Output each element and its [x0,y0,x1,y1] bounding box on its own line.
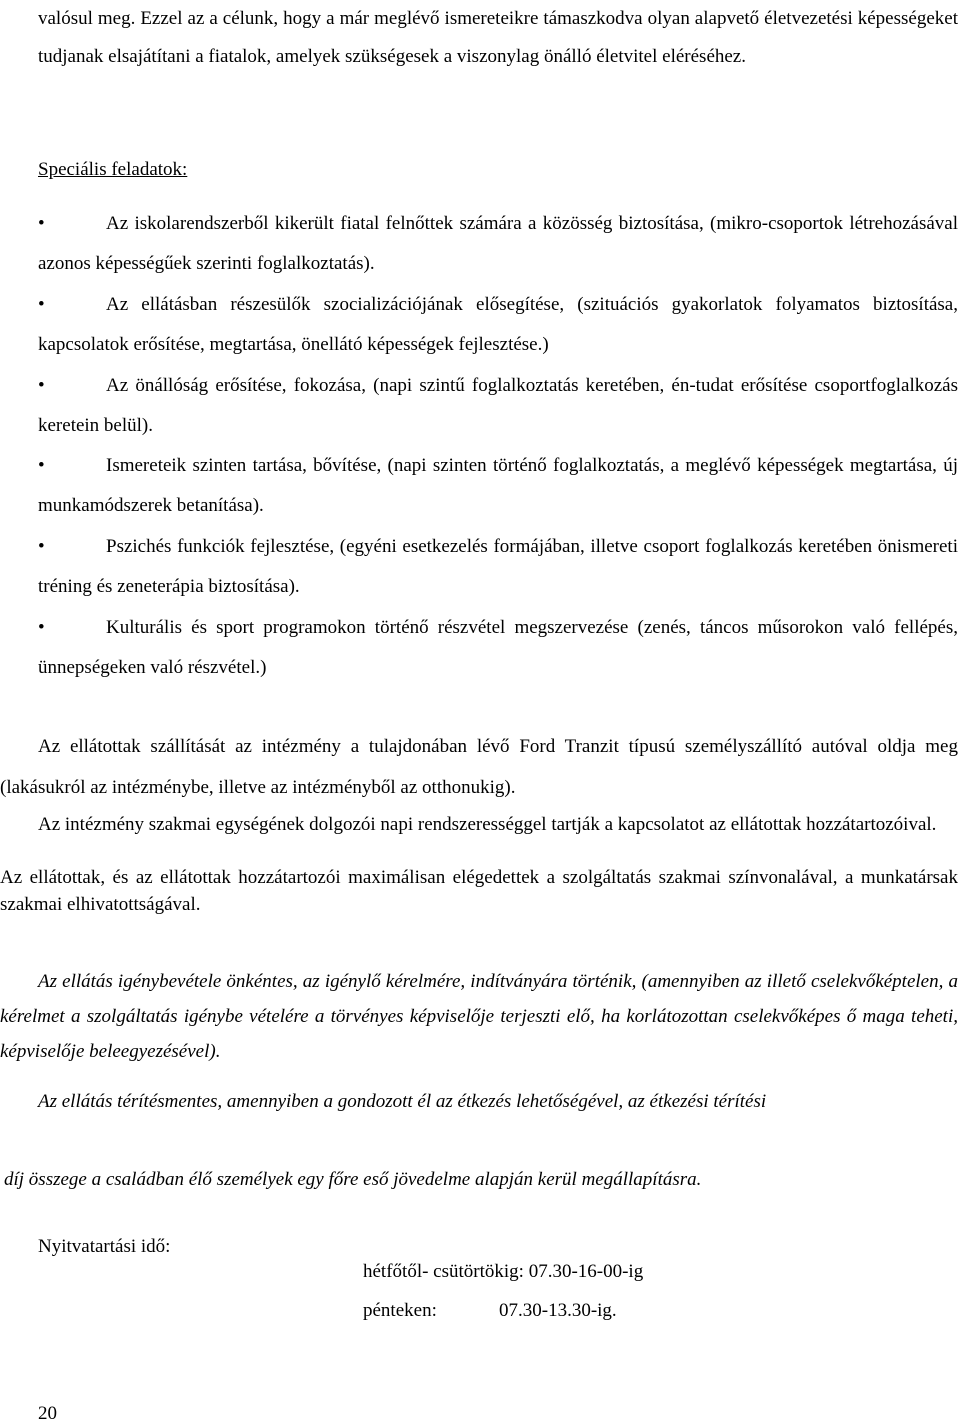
bullet-item: • Kulturális és sport programokon történő részvétel megszervezése (zenés, táncos műsorokon való fellépés, ünnepségeken való részvétel.) [38,608,958,688]
opening-hours-label: Nyitvatartási idő: [38,1236,171,1257]
fee-line-1: Az ellátás térítésmentes, amennyiben a gondozott él az étkezés lehetőségével, az étkezési térítési [38,1091,767,1112]
bullet-item: • Ismereteik szinten tartása, bővítése, (napi szinten történő foglalkoztatás, a meglévő képességek megtartása, új munkamódszerek betanítása). [38,446,958,526]
bullet-item: • Az iskolarendszerből kikerült fiatal felnőttek számára a közösség biztosítása, (mikro-csoportok létrehozásával azonos képességűek szerinti foglalkoztatás). [38,204,958,284]
voluntary-paragraph: Az ellátás igénybevétele önkéntes, az igénylő kérelmére, indítványára történik, (amennyiben az illető cselekvőképtelen, a kérelmet a szolgáltatás igénybe vételére a törvényes képviselője terjeszti elő, ha korlátozottan cselekvőképes ő maga teheti, képviselője beleegyezésével). [0,971,958,1062]
transport-paragraph: Az ellátottak szállítását az intézmény a tulajdonában lévő Ford Tranzit típusú személyszállító autóval oldja meg (lakásukról az intézménybe, illetve az intézményből az otthonukig). [0,736,958,798]
special-tasks-heading: Speciális feladatok: [38,159,188,180]
contact-paragraph: Az intézmény szakmai egységének dolgozói napi rendszerességgel tartják a kapcsolatot az ellátottak hozzátartozóival. [38,814,937,835]
bullet-icon: • [38,536,45,557]
bullet-item: • Pszichés funkciók fejlesztése, (egyéni esetkezelés formájában, illetve csoport foglalkozás keretében önismereti tréning és zeneterápia biztosítása). [38,527,958,607]
opening-row-fri-day: pénteken: [363,1300,437,1321]
bullet-icon: • [38,294,45,315]
bullet-item: • Az önállóság erősítése, fokozása, (napi szintű foglalkoztatás keretében, én-tudat erősítése csoportfoglalkozás keretein belül). [38,366,958,446]
page-number: 20 [38,1403,57,1424]
intro-paragraph: valósul meg. Ezzel az a célunk, hogy a már meglévő ismereteikre támaszkodva olyan alapvető életvezetési képességeket tudjanak elsajátítani a fiatalok, amelyek szükségesek a viszonylag önálló életvitel eléréséhez. [38,8,958,67]
bullet-icon: • [38,455,45,476]
satisfaction-paragraph: Az ellátottak, és az ellátottak hozzátartozói maximálisan elégedettek a szolgáltatás szakmai színvonalával, a munkatársak szakmai elhivatottságával. [0,867,958,915]
opening-row-mon-thu: hétfőtől- csütörtökig: 07.30-16-00-ig [363,1261,644,1282]
opening-row-fri-time: 07.30-13.30-ig. [499,1300,617,1321]
bullet-icon: • [38,617,45,638]
fee-line-2: díj összege a családban élő személyek egy főre eső jövedelme alapján kerül megállapításra. [4,1169,702,1190]
bullet-icon: • [38,375,45,396]
bullet-item: • Az ellátásban részesülők szocializációjának elősegítése, (szituációs gyakorlatok folyamatos biztosítása, kapcsolatok erősítése, megtartása, önellátó képességek fejlesztése.) [38,285,958,365]
bullet-icon: • [38,213,45,234]
